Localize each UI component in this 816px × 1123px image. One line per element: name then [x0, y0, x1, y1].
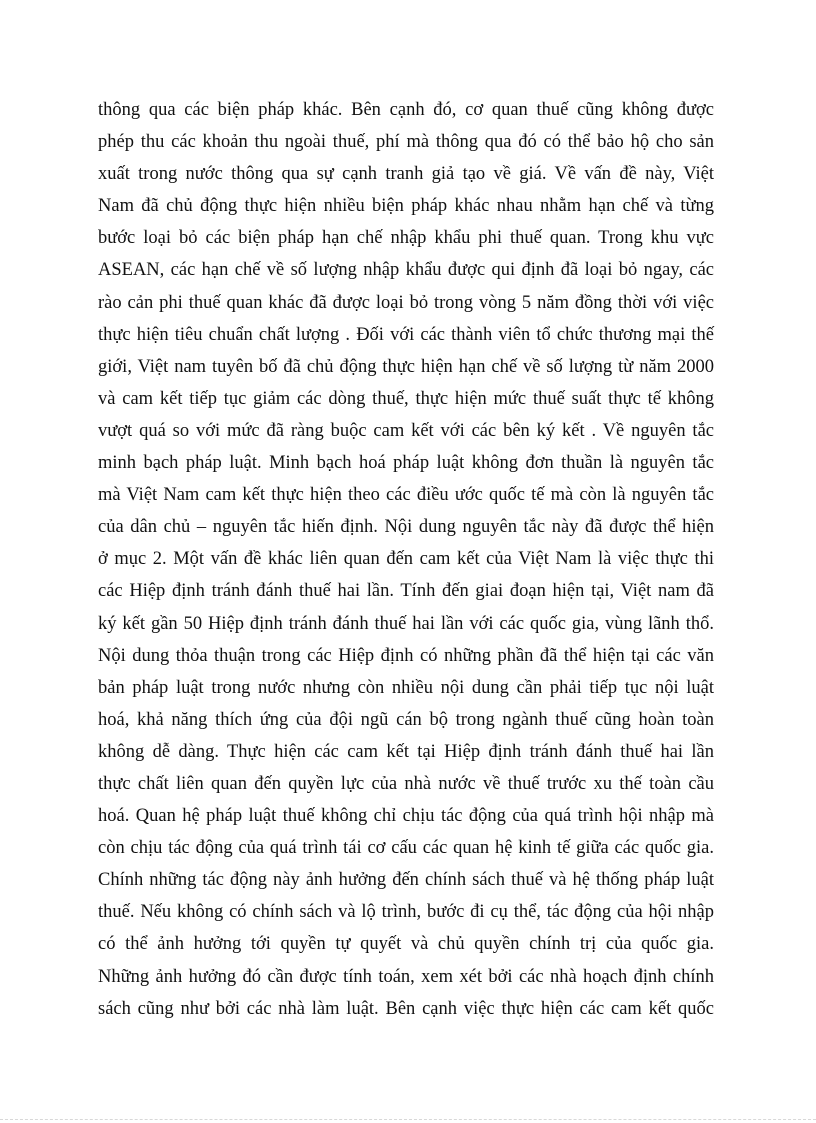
page-bottom-divider — [0, 1119, 816, 1120]
text-line: ở mục 2. Một vấn đề khác liên quan đến cam kết của Việt Nam là việc thực thi — [98, 549, 714, 570]
text-line: rào cản phi thuế quan khác đã được loại bỏ trong vòng 5 năm đồng thời với việc — [98, 292, 714, 313]
body-text — [98, 94, 714, 1025]
text-line: còn chịu tác động của quá trình tái cơ cấu các quan hệ kinh tế giữa các quốc gia. — [98, 838, 714, 859]
text-line: mà Việt Nam cam kết thực hiện theo các điều ước quốc tế mà còn là nguyên tắc — [98, 485, 714, 506]
text-line: các Hiệp định tránh đánh thuế hai lần. Tính đến giai đoạn hiện tại, Việt nam đã — [98, 581, 714, 602]
text-line: hoá, khả năng thích ứng của đội ngũ cán bộ trong ngành thuế cũng hoàn toàn — [98, 709, 714, 730]
text-line: Chính những tác động này ảnh hưởng đến chính sách thuế và hệ thống pháp luật — [98, 870, 714, 891]
text-line: bản pháp luật trong nước nhưng còn nhiều nội dung cần phải tiếp tục nội luật — [98, 677, 714, 698]
text-line: minh bạch pháp luật. Minh bạch hoá pháp luật không đơn thuần là nguyên tắc — [98, 453, 714, 474]
text-line: thuế. Nếu không có chính sách và lộ trình, bước đi cụ thể, tác động của hội nhập — [98, 902, 714, 923]
text-line: thực chất liên quan đến quyền lực của nhà nước về thuế trước xu thế toàn cầu — [98, 773, 714, 794]
text-line: sách cũng như bởi các nhà làm luật. Bên cạnh việc thực hiện các cam kết quốc — [98, 998, 714, 1019]
text-line: không dễ dàng. Thực hiện các cam kết tại Hiệp định tránh đánh thuế hai lần — [98, 741, 714, 762]
text-line: của dân chủ – nguyên tắc hiến định. Nội dung nguyên tắc này đã được thể hiện — [98, 517, 714, 538]
text-line: vượt quá so với mức đã ràng buộc cam kết với các bên ký kết . Về nguyên tắc — [98, 420, 714, 441]
text-line: và cam kết tiếp tục giảm các dòng thuế, thực hiện mức thuế suất thực tế không — [98, 388, 714, 409]
text-line: phép thu các khoản thu ngoài thuế, phí mà thông qua đó có thể bảo hộ cho sản — [98, 132, 714, 153]
text-line: ký kết gần 50 Hiệp định tránh đánh thuế hai lần với các quốc gia, vùng lãnh thổ. — [98, 613, 714, 634]
text-line: Những ảnh hưởng đó cần được tính toán, xem xét bởi các nhà hoạch định chính — [98, 966, 714, 987]
text-line: hoá. Quan hệ pháp luật thuế không chỉ chịu tác động của quá trình hội nhập mà — [98, 806, 714, 827]
text-line: giới, Việt nam tuyên bố đã chủ động thực hiện hạn chế về số lượng từ năm 2000 — [98, 356, 714, 377]
text-line: bước loại bỏ các biện pháp hạn chế nhập khẩu phi thuế quan. Trong khu vực — [98, 228, 714, 249]
text-line: Nội dung thỏa thuận trong các Hiệp định có những phần đã thể hiện tại các văn — [98, 645, 714, 666]
text-line: thông qua các biện pháp khác. Bên cạnh đó, cơ quan thuế cũng không được — [98, 100, 714, 120]
text-line: Nam đã chủ động thực hiện nhiều biện pháp khác nhau nhằm hạn chế và từng — [98, 196, 714, 217]
text-line: có thể ảnh hưởng tới quyền tự quyết và chủ quyền chính trị của quốc gia. — [98, 934, 714, 955]
text-line: thực hiện tiêu chuẩn chất lượng . Đối với các thành viên tổ chức thương mại thế — [98, 324, 714, 345]
text-line: ASEAN, các hạn chế về số lượng nhập khẩu được qui định đã loại bỏ ngay, các — [98, 260, 714, 281]
text-line: xuất trong nước thông qua sự cạnh tranh giả tạo về giá. Về vấn đề này, Việt — [98, 164, 714, 185]
